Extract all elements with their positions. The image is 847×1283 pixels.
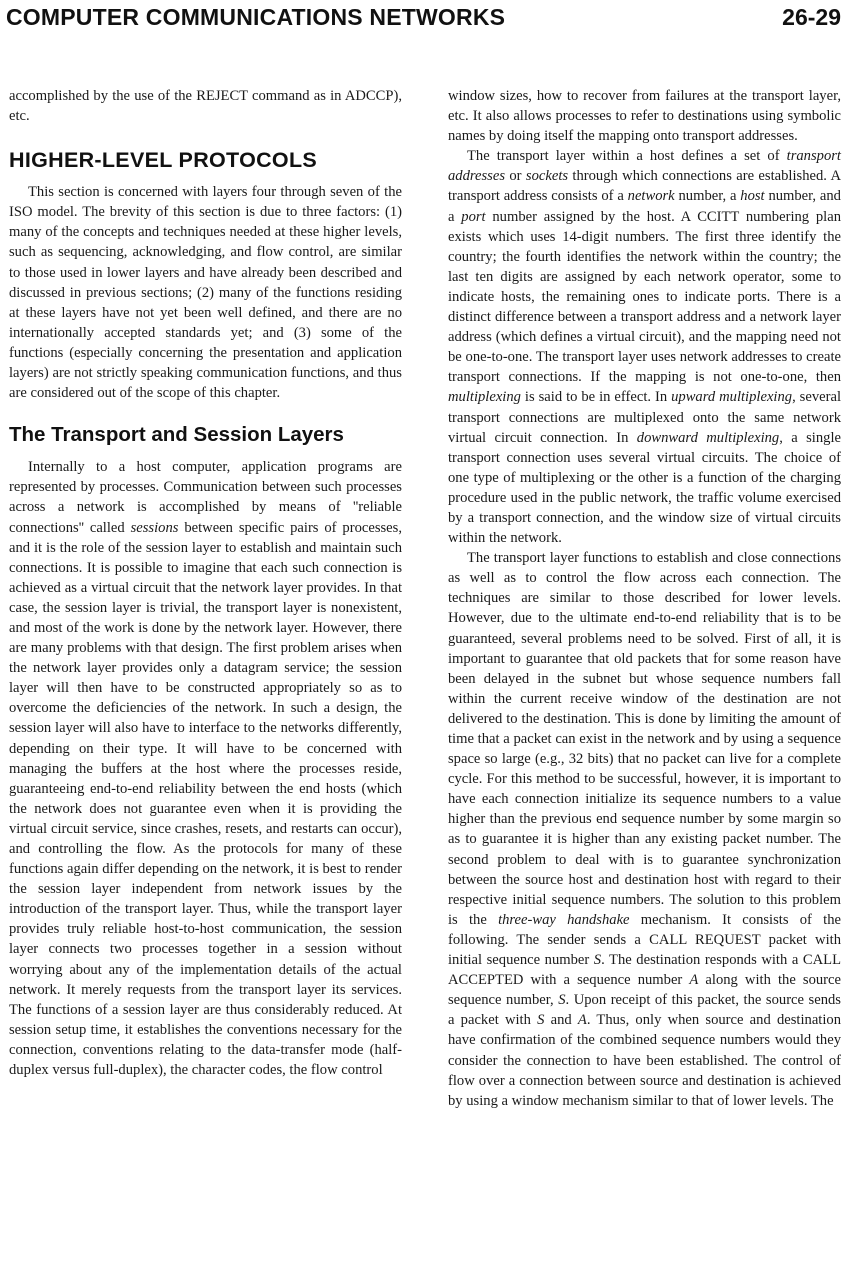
paragraph: The transport layer functions to establish and close connections as well as to control the flow across each connection. The techniques are similar to those described for lower levels. However, due to the ultimate end-to-end reliability that is to be guaranteed, several problems need to be solved. First of all, it is important to guarantee that old packets that for some reason have been delayed in the subnet but whose sequence numbers fall within the current receive window of the destination are not delivered to the destination. This is done by limiting the amount of time that a packet can exist in the network and by using a sequence space so large (e.g., 32 bits) that no packet can live for a complete cycle. For this method to be successful, however, it is important to have each connection initialize its sequence numbers to a value higher than the previous end sequence number by some margin so as to guarantee it is higher than any existing packet number. The second problem to deal with is to guarantee synchronization between the source host and destination host with regard to their respective initial sequence numbers. The solution to this problem is the three-way handshake mechanism. It consists of the following. The sender sends a CALL REQUEST packet with initial sequence number S. The destination responds with a CALL ACCEPTED with a sequence number A along with the source sequence number, S. Upon receipt of this packet, the source sends a packet with S and A. Thus, only when source and destination have confirmation of the combined sequence numbers would they consider the connection to have been established. The control of flow over a connection between source and destination is achieved by using a window mechanism similar to that of lower levels. The [448, 550, 841, 1109]
paragraph: window sizes, how to recover from failures at the transport layer, etc. It also allows processes to refer to destinations using symbolic names by doing itself the mapping onto transport addresses. [448, 88, 841, 145]
term: network [627, 188, 675, 205]
term: three-way handshake [498, 911, 630, 928]
subsection-heading: The Transport and Session Layers [9, 423, 344, 447]
left-column [9, 86, 402, 1080]
paragraph: The transport layer within a host defines a set of transport addresses or sockets through which connections are established. A transport address consists of a network number, a host number, and a port number assigned by the host. A CCITT numbering plan exists which uses 14-digit numbers. The first three identify the country; the fourth identifies the network within the country; the last ten digits are assigned by each network operator, some to indicate hosts, the remaining ones to indicate ports. There is a distinct difference between a transport address and a network layer address (which defines a virtual circuit), and the mapping need not be one-to-one. The transport layer uses network addresses to create transport connections. If the mapping is not one-to-one, then multiplexing is said to be in effect. In upward multiplexing, several transport connections are multiplexed onto the same network virtual circuit connection. In downward multiplexing, a single transport connection uses several virtual circuits. The choice of one type of multiplexing or the other is a function of the charging procedure used in the public network, the traffic volume exercised by a transport connection, and the window size of virtual circuits within the network. [448, 148, 842, 547]
page-header [6, 4, 841, 30]
variable: A [689, 972, 699, 989]
variable: A [577, 1012, 587, 1029]
variable: S [537, 1012, 545, 1029]
term: transport addresses [448, 148, 841, 185]
term: host [740, 188, 765, 205]
variable: S [558, 992, 566, 1009]
term: port [461, 208, 486, 225]
term: downward multiplexing [636, 429, 780, 446]
term: multiplexing [448, 389, 521, 406]
right-column [448, 86, 841, 1111]
term: upward multiplexing [671, 389, 793, 406]
term: sockets [525, 168, 569, 185]
page-number: 26-29 [782, 4, 841, 30]
running-title: COMPUTER COMMUNICATIONS NETWORKS [6, 4, 506, 30]
section-heading: HIGHER-LEVEL PROTOCOLS [9, 148, 318, 173]
term: sessions [130, 519, 179, 536]
paragraph: Internally to a host computer, application programs are represented by processes. Communication between such processes across a network is accomplished by means of ''reliable connections'' called sessions between specific pairs of processes, and it is the role of the session layer to establish and maintain such connections. It is possible to imagine that each such connection is achieved as a virtual circuit that the network layer provides. In that case, the session layer is trivial, the transport layer is nonexistent, and most of the work is done by the network layer. However, there are many problems with that design. The first problem arises when the network layer provides only a datagram service; the session layer will then have to be constructed appropriately so as to overcome the deficiencies of the network. In such a design, the session layer will also have to interface to the networks differently, depending on their type. It will have to be concerned with managing the buffers at the host where the processes reside, guaranteeing end-to-end reliability between the end hosts (which the network does not guarantee even when it is providing the virtual circuit service, since crashes, resets, and restarts can occur), and controlling the flow. As the protocols for many of these functions again differ depending on the network, it is best to render the session layer independent from network issues by the introduction of the transport layer. Thus, while the transport layer provides truly reliable host-to-host communication, the session layer connects two processes together in a session without worrying about any of the implementation details of the actual network. It merely requests from the transport layer its services. The functions of a session layer are thus considerably reduced. At session setup time, it establishes the conventions necessary for the connection, conventions relating to the data-transfer mode (half-duplex versus full-duplex), the character codes, the flow control [9, 459, 402, 1079]
paragraph: accomplished by the use of the REJECT command as in ADCCP), etc. [9, 88, 402, 125]
variable: S [593, 952, 602, 969]
paragraph: This section is concerned with layers four through seven of the ISO model. The brevity of this section is due to three factors: (1) many of the concepts and techniques needed at these higher levels, such as sequencing, acknowledging, and flow control, are similar to those used in lower layers and have already been described and discussed in previous sections; (2) many of the functions residing at these layers have not yet been well defined, and there are no internationally accepted standards yet; and (3) some of the functions (especially concerning the presentation and application layers) are not strictly speaking communication functions, and thus are considered out of the scope of this chapter. [9, 184, 402, 402]
